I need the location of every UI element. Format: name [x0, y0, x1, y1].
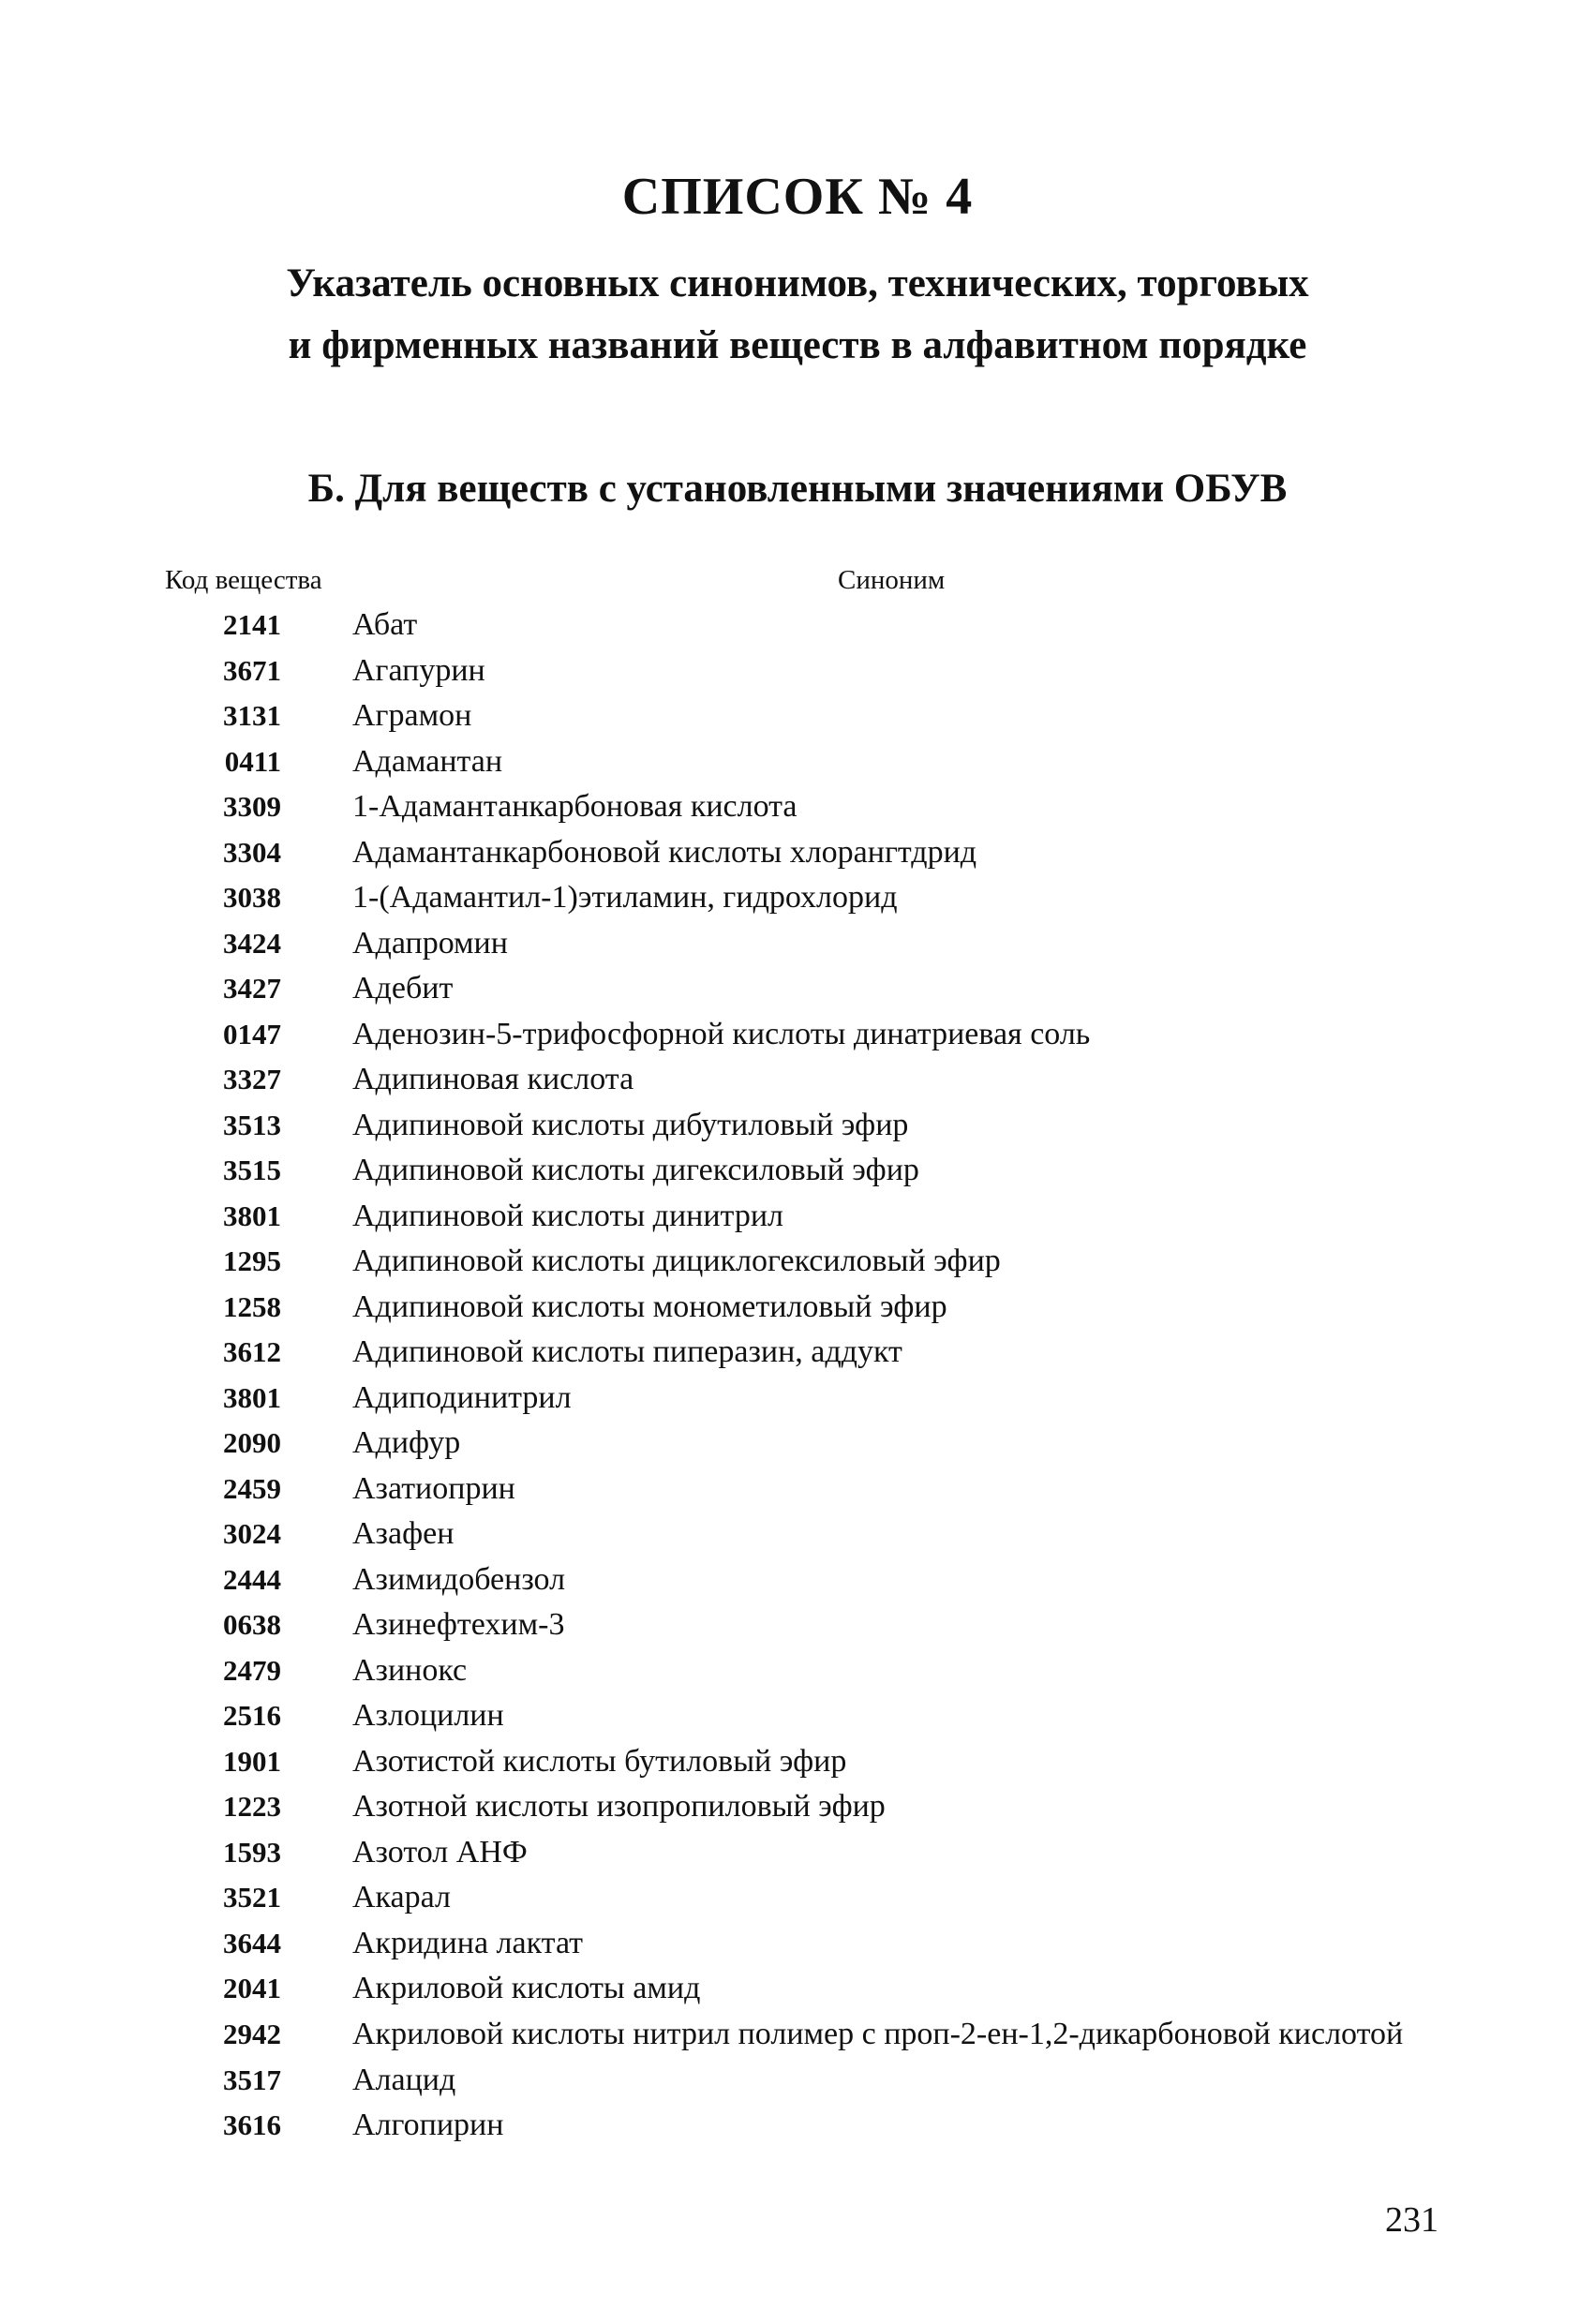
list-item	[0, 1467, 1595, 1512]
substance-code: 0147	[223, 1017, 281, 1050]
subtitle-line-1: Указатель основных синонимов, технических, торговых	[286, 261, 1309, 305]
substance-synonym: Абат	[352, 607, 418, 642]
substance-code: 1295	[223, 1244, 281, 1277]
substance-code: 2942	[223, 2017, 281, 2050]
substance-synonym: Акриловой кислоты нитрил полимер с проп-2-ен-1,2-дикарбоновой кислотой	[352, 2016, 1404, 2051]
substance-code: 3131	[223, 699, 281, 732]
substance-code: 3644	[223, 1926, 281, 1959]
column-header-synonym: Синоним	[838, 565, 946, 595]
substance-code: 3309	[223, 790, 281, 823]
substance-synonym: Акридина лактат	[352, 1925, 584, 1960]
list-item	[0, 1966, 1595, 2012]
substance-code: 1258	[223, 1289, 281, 1323]
substance-synonym: Адипиновая кислота	[352, 1062, 634, 1096]
substance-synonym: Алгопирин	[352, 2108, 504, 2142]
list-item	[0, 1057, 1595, 1103]
list-item	[0, 1239, 1595, 1285]
list-item	[0, 966, 1595, 1012]
substance-code: 3521	[223, 1881, 281, 1914]
substance-code: 0638	[223, 1608, 281, 1641]
synonym-list	[0, 603, 1595, 2149]
substance-code: 2090	[223, 1426, 281, 1459]
substance-synonym: Азафен	[352, 1516, 455, 1551]
substance-synonym: Адамантан	[352, 743, 503, 779]
substance-code: 3513	[223, 1108, 281, 1141]
list-item	[0, 1602, 1595, 1648]
substance-synonym: Аденозин-5-трифосфорной кислоты динатриевая соль	[352, 1016, 1091, 1051]
substance-code: 3616	[223, 2108, 281, 2141]
list-item	[0, 830, 1595, 876]
list-item	[0, 1421, 1595, 1467]
page-subtitle	[0, 253, 1595, 377]
list-item	[0, 2103, 1595, 2149]
substance-code: 3024	[223, 1517, 281, 1550]
list-item	[0, 1103, 1595, 1149]
substance-synonym: Адипиновой кислоты дибутиловый эфир	[352, 1107, 909, 1142]
substance-code: 3327	[223, 1063, 281, 1095]
substance-synonym: Азотной кислоты изопропиловый эфир	[352, 1789, 886, 1824]
page-title: СПИСОК № 4	[621, 168, 974, 226]
substance-synonym: Агапурин	[352, 652, 485, 688]
substance-code: 3427	[223, 972, 281, 1005]
substance-code: 2459	[223, 1471, 281, 1505]
substance-code: 1593	[223, 1835, 281, 1869]
substance-synonym: Азинефтехим-3	[352, 1607, 565, 1642]
list-item	[0, 1285, 1595, 1331]
substance-synonym: Акарал	[352, 1880, 452, 1914]
list-item	[0, 1194, 1595, 1240]
list-item	[0, 1875, 1595, 1921]
substance-code: 3671	[223, 653, 281, 687]
substance-code: 3304	[223, 835, 281, 869]
substance-code: 3515	[223, 1154, 281, 1186]
substance-synonym: Адиподинитрил	[352, 1379, 572, 1415]
substance-synonym: Адипиновой кислоты динитрил	[352, 1198, 783, 1233]
list-item	[0, 1148, 1595, 1194]
substance-code: 2041	[223, 1972, 281, 2004]
list-item	[0, 1012, 1595, 1058]
list-item	[0, 1830, 1595, 1876]
substance-code: 3038	[223, 881, 281, 914]
list-item	[0, 1648, 1595, 1694]
list-item	[0, 1784, 1595, 1830]
substance-code: 0411	[224, 744, 281, 778]
substance-synonym: Азинокс	[352, 1652, 468, 1688]
page-number: 231	[1385, 2200, 1438, 2240]
column-header-code: Код вещества	[165, 565, 322, 595]
substance-code: 1901	[223, 1744, 281, 1778]
substance-synonym: Алацид	[352, 2062, 456, 2097]
list-item	[0, 739, 1595, 785]
list-item	[0, 603, 1595, 648]
substance-synonym: Адифур	[352, 1425, 461, 1460]
substance-synonym: Азлоцилин	[352, 1698, 504, 1733]
list-item	[0, 1739, 1595, 1785]
list-item	[0, 921, 1595, 967]
substance-synonym: 1-(Адамантил-1)этиламин, гидрохлорид	[352, 880, 898, 915]
substance-synonym: Адипиновой кислоты дициклогексиловый эфир	[352, 1244, 1001, 1278]
substance-synonym: Адебит	[352, 971, 454, 1006]
list-item	[0, 2012, 1595, 2058]
substance-synonym: Азимидобензол	[352, 1561, 566, 1597]
substance-synonym: Акриловой кислоты амид	[352, 1971, 701, 2005]
list-item	[0, 875, 1595, 921]
list-item	[0, 2058, 1595, 2104]
substance-code: 1223	[223, 1790, 281, 1823]
substance-code: 3517	[223, 2063, 281, 2096]
substance-synonym: Адипиновой кислоты монометиловый эфир	[352, 1289, 947, 1324]
substance-synonym: Адамантанкарбоновой кислоты хлорангтдрид	[352, 834, 977, 870]
substance-synonym: Азотистой кислоты бутиловый эфир	[352, 1743, 847, 1779]
list-item	[0, 1693, 1595, 1739]
substance-synonym: Адипиновой кислоты пиперазин, аддукт	[352, 1334, 902, 1369]
list-item	[0, 693, 1595, 739]
list-item	[0, 784, 1595, 830]
substance-code: 2444	[223, 1562, 281, 1596]
substance-code: 3424	[223, 926, 281, 960]
list-item	[0, 1376, 1595, 1422]
substance-code: 2516	[223, 1699, 281, 1732]
list-item	[0, 1512, 1595, 1557]
list-item	[0, 1330, 1595, 1376]
section-heading: Б. Для веществ с установленными значениями ОБУВ	[307, 467, 1288, 511]
substance-code: 3801	[223, 1380, 281, 1414]
substance-synonym: Адапромин	[352, 925, 508, 961]
substance-code: 3801	[223, 1199, 281, 1232]
substance-synonym: Адипиновой кислоты дигексиловый эфир	[352, 1153, 919, 1187]
list-item	[0, 648, 1595, 694]
substance-synonym: 1-Адамантанкарбоновая кислота	[352, 789, 798, 824]
substance-synonym: Азотол АНФ	[352, 1834, 528, 1870]
substance-code: 2141	[223, 608, 281, 641]
list-item	[0, 1557, 1595, 1603]
substance-code: 3612	[223, 1335, 281, 1368]
subtitle-line-2: и фирменных названий веществ в алфавитном порядке	[288, 323, 1307, 367]
substance-synonym: Азатиоприн	[352, 1470, 515, 1506]
list-item	[0, 1921, 1595, 1967]
substance-synonym: Аграмон	[352, 698, 472, 733]
substance-code: 2479	[223, 1653, 281, 1687]
